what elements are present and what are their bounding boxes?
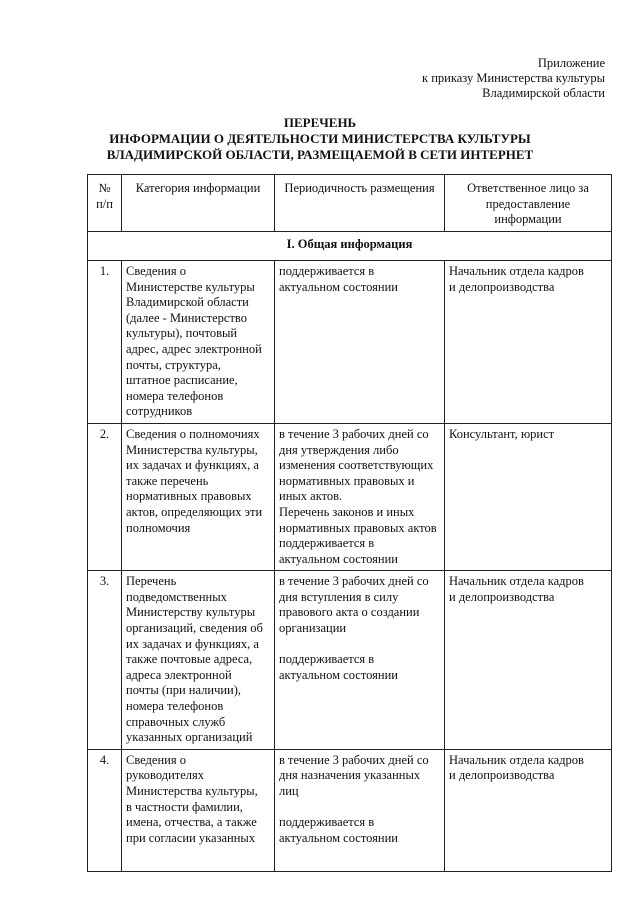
appendix-line-3: Владимирской области: [482, 86, 605, 100]
header-period: Периодичность размещения: [275, 175, 445, 232]
row-num: 4.: [88, 749, 122, 871]
row-period: в течение 3 рабочих дней со дня назначения указанных лиц поддерживается в актуальном состоянии: [275, 749, 445, 871]
information-table: [87, 174, 612, 872]
row-period: поддерживается в актуальном состоянии: [275, 261, 445, 424]
row-responsible: Начальник отдела кадров и делопроизводства: [445, 261, 612, 424]
row-period: в течение 3 рабочих дней со дня вступления в силу правового акта о создании организации поддерживается в актуальном состоянии: [275, 571, 445, 750]
row-num: 3.: [88, 571, 122, 750]
row-category: Перечень подведомственных Министерству культуры организаций, сведения об их задачах и функциях, а также почтовые адреса, адреса электронной почты (при наличии), номера телефонов справочных служб указанных организаций: [122, 571, 275, 750]
header-responsible: Ответственное лицо за предоставление информации: [445, 175, 612, 232]
title-line-2: ИНФОРМАЦИИ О ДЕЯТЕЛЬНОСТИ МИНИСТЕРСТВА КУЛЬТУРЫ: [109, 131, 531, 146]
title-line-1: ПЕРЕЧЕНЬ: [283, 115, 357, 130]
title-line-3: ВЛАДИМИРСКОЙ ОБЛАСТИ, РАЗМЕЩАЕМОЙ В СЕТИ ИНТЕРНЕТ: [106, 147, 534, 162]
section-title: I. Общая информация: [88, 232, 612, 261]
row-responsible: Начальник отдела кадров и делопроизводства: [445, 571, 612, 750]
row-period: в течение 3 рабочих дней со дня утверждения либо изменения соответствующих нормативных правовых и иных актов. Перечень законов и иных нормативных правовых актов поддерживается в актуальном состоянии: [275, 423, 445, 570]
row-category: Сведения о руководителях Министерства культуры, в частности фамилии, имена, отчества, а также при согласии указанных: [122, 749, 275, 871]
appendix-note: [422, 56, 605, 101]
document-title: [0, 115, 640, 163]
table-row: [88, 423, 612, 570]
table-header-row: [88, 175, 612, 232]
table-row: [88, 261, 612, 424]
header-num: № п/п: [88, 175, 122, 232]
table-row: [88, 749, 612, 871]
row-num: 1.: [88, 261, 122, 424]
row-category: Сведения о полномочиях Министерства культуры, их задачах и функциях, а также перечень нормативных правовых актов, определяющих эти полномочия: [122, 423, 275, 570]
row-num: 2.: [88, 423, 122, 570]
appendix-line-2: к приказу Министерства культуры: [422, 71, 605, 85]
section-row: [88, 232, 612, 261]
row-responsible: Начальник отдела кадров и делопроизводства: [445, 749, 612, 871]
row-category: Сведения о Министерстве культуры Владимирской области (далее - Министерство культуры), почтовый адрес, адрес электронной почты, структура, штатное расписание, номера телефонов сотрудников: [122, 261, 275, 424]
appendix-line-1: Приложение: [537, 56, 605, 70]
table-row: [88, 571, 612, 750]
row-responsible: Консультант, юрист: [445, 423, 612, 570]
header-category: Категория информации: [122, 175, 275, 232]
